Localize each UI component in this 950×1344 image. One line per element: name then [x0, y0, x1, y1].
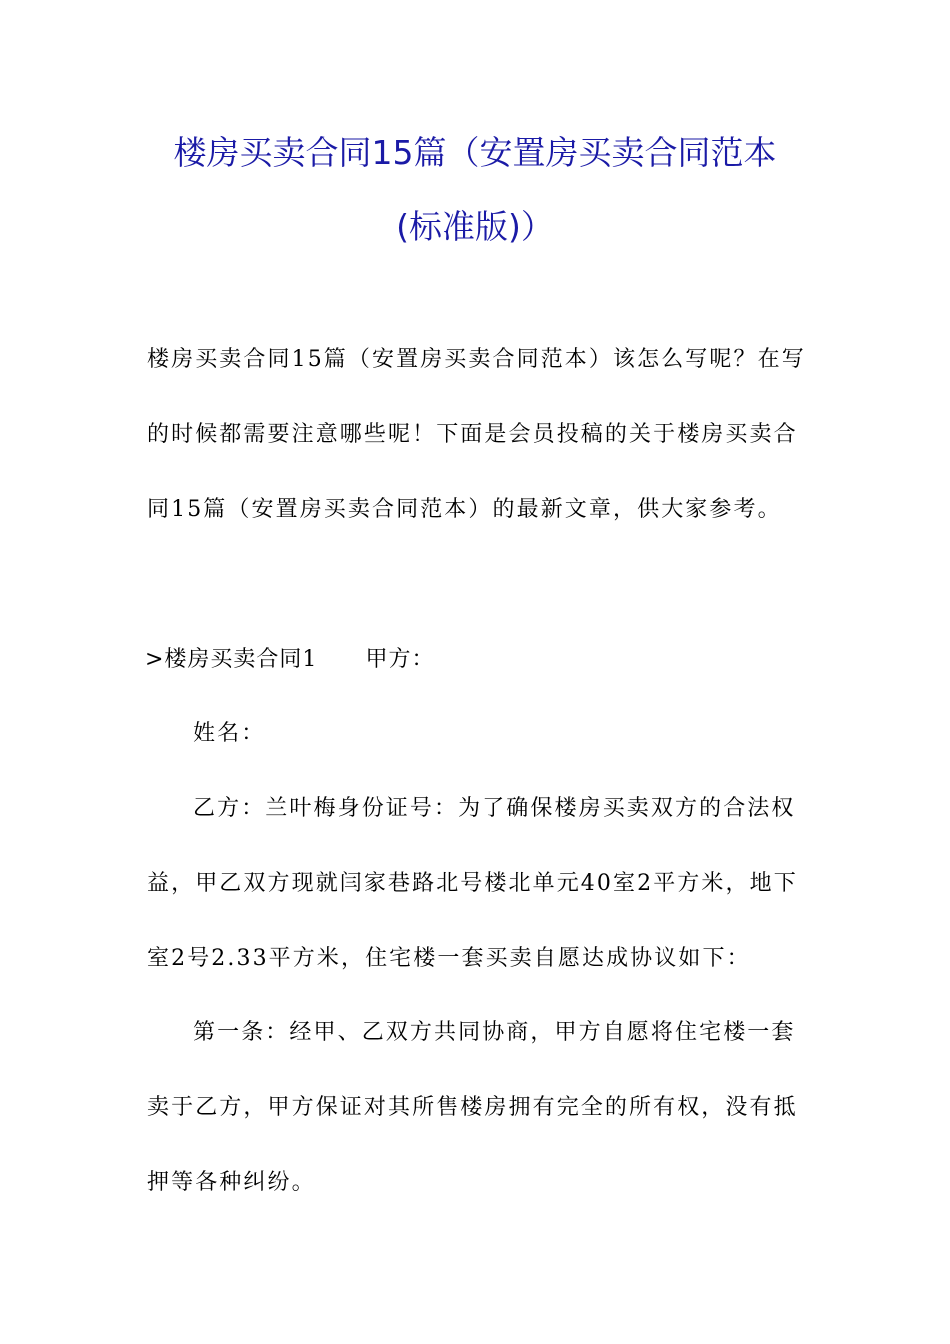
section-heading-row	[145, 645, 434, 675]
document-title-line-1: 楼房买卖合同15篇（安置房买卖合同范本	[173, 133, 777, 172]
section-heading: >楼房买卖合同1	[145, 647, 318, 672]
intro-line-1: 楼房买卖合同15篇（安置房买卖合同范本）该怎么写呢？在写	[147, 347, 806, 372]
body-line-6: 押等各种纠纷。	[147, 1170, 316, 1195]
body-line-3: 室2号2.33平方米，住宅楼一套买卖自愿达成协议如下：	[147, 946, 751, 971]
body-line-1: 乙方：兰叶梅身份证号：为了确保楼房买卖双方的合法权	[193, 796, 796, 821]
intro-line-3: 同15篇（安置房买卖合同范本）的最新文章，供大家参考。	[147, 497, 782, 522]
name-label: 姓名：	[193, 721, 266, 746]
body-line-5: 卖于乙方，甲方保证对其所售楼房拥有完全的所有权，没有抵	[147, 1095, 798, 1120]
intro-line-2: 的时候都需要注意哪些呢！下面是会员投稿的关于楼房买卖合	[147, 422, 798, 447]
party-a-label: 甲方：	[365, 647, 435, 672]
body-line-4: 第一条：经甲、乙双方共同协商，甲方自愿将住宅楼一套	[193, 1020, 796, 1045]
document-title-line-2: (标准版)）	[396, 207, 554, 246]
body-line-2: 益，甲乙双方现就闫家巷路北号楼北单元40室2平方米，地下	[147, 871, 798, 896]
